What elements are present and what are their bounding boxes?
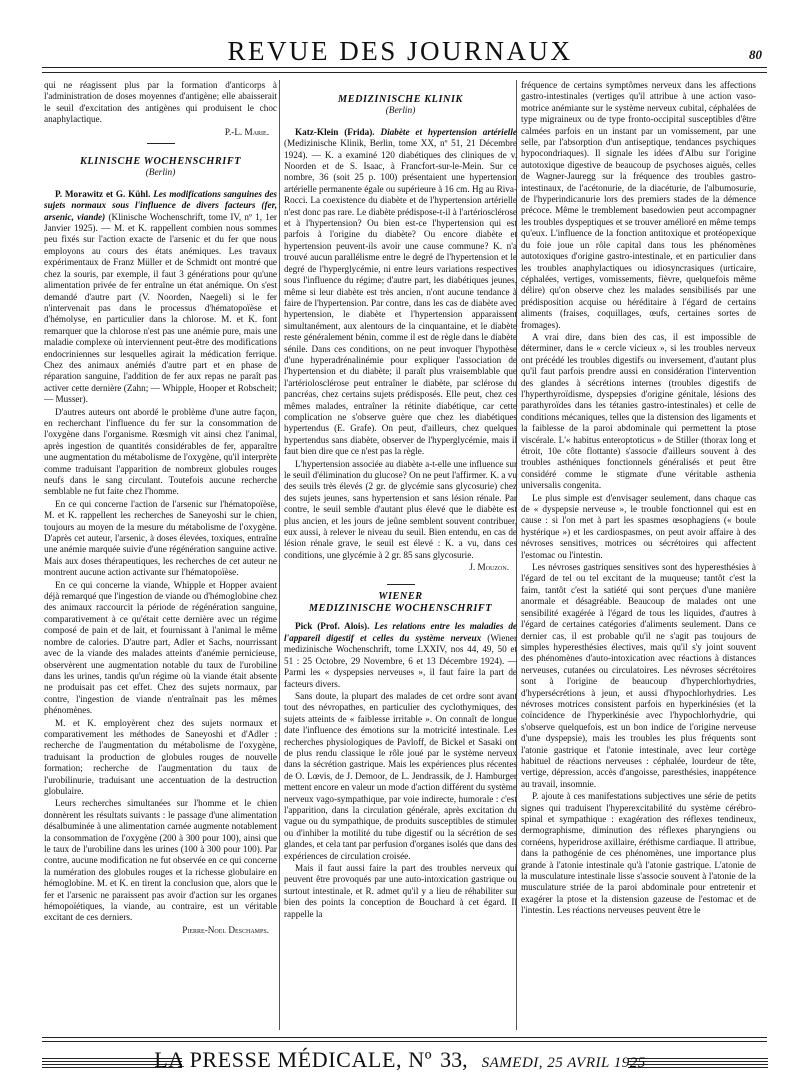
paragraph: Le plus simple est d'envisager seulement, dans chaque cas de « dyspepsie nerveuse », le trouble fonctionnel qui est en cause : si l'on met à part les spasmes œsophagiens (« boule hystérique ») et les cardiospasmes, on peut avoir affaire à des névroses sensitives, motrices ou sécrétoires qui affectent l'estomac ou l'intestin. bbox=[521, 492, 756, 560]
section-title: WIENER bbox=[378, 590, 423, 602]
article-text: (Klinische Wochenschrift, tome IV, nº 1, 1er Janvier 1925). — M. et K. rappellent combien nous sommes peu fixés sur l'action exacte de l'arsenic et du fer que nous employons au cours des états anémiques. Les travaux expérimentaux de Franz Müller et de Schmidt ont montré que chez la souris, par exemple, il faut 3 générations pour qu'une alimentation privée de fer entraîne un état anémique. On s'est demandé d'autre part (V. Noorden, Naegeli) si le fer n'intervenait pas dans le processus d'hématopoïèse et d'hémolyse, en particulier dans la chlorose. M. et K. font remarquer que la chlorose n'est pas une anémie pure, mais une maladie complexe où interviennent peut-être des modifications endocriniennes sur lesquelles agirait la médication ferrique. Chez des animaux anémiés d'autre part et en phase de réparation sanguine, l'addition de fer aux repas ne paraît pas activer cette dernière (Zahn; — Whipple, Hooper et Robscheit; — Musser). bbox=[44, 211, 277, 405]
article-title: Les relations entre les maladies de l'appareil digestif et celles du système nerveux bbox=[284, 621, 517, 643]
signature: Pierre-Noel Deschamps. bbox=[182, 924, 269, 935]
paragraph: D'autres auteurs ont abordé le problème d'une autre façon, en recherchant l'influence du fer sur la consommation de l'oxygène dans l'organisme. Rœsmigh vit ainsi chez l'animal, après ingestion de quantités considérables de fer, apparaître une augmentation du métabolisme de l'oxygène, qu'il interprète comme traduisant l'apparition de nombreux globules rouges neufs dans le sang circulant. Toutefois aucune recherche semblable ne fut faite chez l'homme. bbox=[44, 406, 277, 497]
section-subtitle: (Berlin) bbox=[145, 168, 176, 179]
section-subtitle: (Berlin) bbox=[385, 106, 416, 117]
article-author: Katz-Klein (Frida). bbox=[295, 126, 375, 137]
article-text: (Medizinische Klinik, Berlin, tome XX, nº 51, 21 Décembre 1924). — K. a examiné 120 diabétiques des cliniques de v. Noorden et de S. Isaac, à Francfort-sur-le-Mein. Sur ce nombre, 36 (soit 25 p. 100) présentaient une hypertension artérielle permanente égale ou supérieure à 16 cm. Hg au Riva-Rocci. La coexistence du diabète et de l'hypertension artérielle n'est donc pas rare. Le diabète prédispose-t-il à l'artériosclérose et à l'hypertension? Ou bien est-ce l'hypertension qui est parfois à l'origine du diabète? Ou encore diabète et hypertension peuvent-ils avoir une cause commune? K. n'a trouvé aucun parallélisme entre le degré de l'hypertension et le degré de l'hyperglycémie, ni entre leurs variations respectives sous l'influence du régime; d'autre part, les diabétiques jeunes, même si leur diabète est très ancien, n'ont aucune tendance à faire de l'hypertension. Par contre, dans les cas de diabète avec hypertension, le diabète et l'hypertension apparaissent simultanément, aux alentours de la cinquantaine, et le diabète reste généralement bénin, comme il est de règle dans le diabète sénile. Dans ces conditions, on ne peut invoquer l'hypothèse d'une hyperadrénalinémie pour expliquer l'association de l'hypertension et du diabète; il paraît plus vraisemblable que l'artériolosclérose peut entraîner le diabète, par sclérose du pancréas, chez certains sujets prédisposés. Elle peut, chez ces mêmes malades, entraîner la rétinite diabétique, car cette complication ne s'observe guère que chez les diabétiques hypertendus (E. Grafe). On peut, d'ailleurs, chez quelques hypertendus sans diabète, observer de l'hyperglycémie, mais il faut bien dire que ce n'est pas la règle. bbox=[284, 138, 517, 457]
article-author: P. Morawitz et G. Kühl. bbox=[55, 188, 151, 199]
article-abstract bbox=[44, 189, 277, 406]
article-title: Diabète et hypertension artérielle bbox=[374, 126, 517, 137]
paragraph: fréquence de certains symptômes nerveux dans les affections gastro-intestinales (vertiges qu'il attribue à une action vaso-motrice anémiante sur le système nerveux cubital, céphalées de type migraineux ou de type fronto-occipital susceptibles d'être calmées parfois en un instant par un vomissement, par une selle, par l'absorption d'un antiseptique, tendances psychiques hypocondriaques). Il signale les idées d'Albu sur l'origine autotoxique digestive de beaucoup de psychoses aiguës, celles de Wagner-Jauregg sur la fréquence des troubles gastro-intestinaux, de l'acétonurie, de la diacéturie, de l'albumosurie, de l'hyperindicanurie lors des premiers stades de la démence précoce. Même le tremblement basedowien peut accompagner les troubles dyspeptiques et se trouver amélioré en même temps qu'eux. L'influence de la fonction antitoxique et protéopexique du foie joue un rôle capital dans tous les phénomènes autotoxiques d'origine gastro-intestinale, et en particulier dans les troubles anaphylactiques ou idiosyncrasiques (urticaire, céphalées, vertiges, vomissements, fièvre, quelquefois même délire) qu'on observe chez les malades sensibilisés par une prédisposition acquise ou héréditaire à l'égard de certains aliments (fraises, coquillages, œufs, certaines sortes de fromages). bbox=[521, 80, 756, 330]
column-2 bbox=[284, 80, 517, 1030]
column-3 bbox=[521, 80, 756, 1030]
footer-rule bbox=[42, 1041, 767, 1042]
header-rule bbox=[42, 67, 767, 68]
column-divider bbox=[279, 80, 280, 1030]
section-title: MEDIZINISCHE KLINIK bbox=[338, 94, 463, 105]
paragraph: A vrai dire, dans bien des cas, il est impossible de déterminer, dans le « cercle vicieux », si les troubles nerveux ont précédé les troubles digestifs ou inversement, d'autant plus qu'il faut parfois prendre aussi en considération l'intervention des glandes à sécrétions internes (troubles digestifs de l'hyperthyroïdisme, dyspepsies d'origine génitale, lésions des parathyroïdes dans les tétanies gastro-intestinales) et celle de conditions mécaniques, telles que la distension des ligaments et la faiblesse de la paroi abdominale qui permettent la ptose viscérale. L'« habitus enteroptoticus » de Stiller (thorax long et étroit, 10e côte flottante) s'associe d'ailleurs souvent à des troubles asthéniques fonctionnels généralisés et peut être considéré comme le stigmate d'une véritable asthenia universalis congenita. bbox=[521, 331, 756, 491]
section-divider bbox=[147, 143, 175, 144]
section-title-line-2: MEDIZINISCHE WOCHENSCHRIFT bbox=[308, 603, 493, 615]
page-footer bbox=[0, 1047, 800, 1073]
journal-name: LA PRESSE MÉDICALE, Nº bbox=[154, 1047, 433, 1072]
paragraph: Sans doute, la plupart des malades de cet ordre sont avant tout des névropathes, en particulier des cyclothymiques, des sujets atteints de « faiblesse irritable ». On connaît de longue date l'influence des émotions sur la motricité intestinale. Les recherches physiologiques de Pavloff, de Bickel et Sasaki ont de plus rendu classique le rôle joué par le système nerveux dans la sécrétion gastrique. Mais les expériences plus récentes de O. Lœvis, de J. Demoor, de L. Jendrassik, de J. Hamburger mettent encore en valeur un mode d'action différent du système nerveux vago-sympathique, par voie indirecte, humorale : c'est l'apparition, dans la circulation générale, après excitation du vague ou du sympathique, de produits susceptibles de stimuler ou d'inhiber la motilité du tube digestif ou la sécrétion de ses glandes, et cela tant par perfusion d'organes isolés que dans des expériences de circulation croisée. bbox=[284, 690, 517, 861]
article-abstract bbox=[284, 127, 517, 458]
issue-number: 33, bbox=[440, 1047, 468, 1072]
paragraph: Mais il faut aussi faire la part des troubles nerveux qui peuvent être provoqués par une auto-intoxication gastrique ou surtout intestinale, et R. admet qu'il y a lieu de réhabiliter sur bien des points la conception de Bouchard à cet égard. Il rappelle la bbox=[284, 863, 517, 919]
article-title: Les modifications sanguines des sujets normaux sous l'influence de divers facteurs (fer, arsenic, viande) bbox=[44, 188, 277, 222]
paragraph: Leurs recherches simultanées sur l'homme et le chien donnèrent les résultats suivants : le passage d'une alimentation désalbuminée à une alimentation carnée augmente notablement la consommation de l'oxygène (200 à 300 pour 100), ainsi que le taux de l'urobiline dans les urines (100 à 300 pour 100). Par contre, aucune modification ne fut observée en ce qui concerne la numération des globules rouges et la richesse globulaire en hémoglobine. M. et K. en tirent la conclusion que, alors que le fer et l'arsenic ne paraissent pas avoir d'action sur les organes hémopoïétiques, la viande, au contraire, est un véritable excitant de ces derniers. bbox=[44, 798, 277, 923]
paragraph: P. ajoute à ces manifestations subjectives une série de petits signes qui traduisent l'hyperexcitabilité du système cérébro-spinal et sympathique : exagération des réflexes tendineux, dermographisme, diminution des réflexes pharyngiens ou cornéens, hyperidrose axillaire, éréthisme cardiaque. Il attribue, dans la pathogénie de ces phénomènes, une importance plus grande à l'atonie intestinale qu'à l'atonie gastrique. L'atonie de la musculature intestinale lisse s'associe souvent à l'atonie de la musculature striée de la paroi abdominale pour entretenir et exagérer la ptose et la distension gazeuse de l'estomac et de l'intestin. Les réactions nerveuses peuvent être le bbox=[521, 791, 756, 916]
page-title: REVUE DES JOURNAUX bbox=[227, 36, 573, 66]
header-rule bbox=[42, 72, 767, 73]
page-number: 80 bbox=[749, 47, 762, 62]
column-1 bbox=[44, 80, 277, 1028]
paragraph: En ce qui concerne l'action de l'arsenic sur l'hématopoïèse, M. et K. rappellent les recherches de Saneyoshi sur le chien, toujours au moyen de la mesure du métabolisme de l'oxygène. D'après cet auteur, l'arsenic, à doses élevées, toxiques, entraîne une anémie marquée suivie d'une régénération sanguine active. Mais aux doses thérapeutiques, les recherches de cet auteur ne montrent aucune action activante sur l'hématopoïèse. bbox=[44, 498, 277, 578]
issue-date: SAMEDI, 25 AVRIL 1925 bbox=[481, 1055, 646, 1071]
signature: P.-L. Marie. bbox=[224, 126, 269, 137]
footer-rule bbox=[42, 1037, 767, 1038]
article-author: Pick (Prof. Alois). bbox=[295, 621, 370, 632]
article-text: (Wiener medizinische Wochenschrift, tome LXXIV, nos 44, 49, 50 et 51 : 25 Octobre, 29 Novembre, 6 et 13 Décembre 1924). — Parmi les « dyspepsies nerveuses », il faut faire la part de facteurs divers. bbox=[284, 632, 517, 689]
paragraph: Les névroses gastriques sensitives sont des hyperesthésies à l'égard de tel ou tel excitant de la muqueuse; tantôt c'est la faim, tantôt c'est la satiété qui sont perçues d'une manière anormale et désagréable. Beaucoup de malades ont une sensibilité exagérée à l'égard de tous les liquides, d'autres à l'égard de certaines catégories d'aliments seulement. Dans ce dernier cas, il est probable qu'il ne s'agit pas toujours de simples hyperesthésies électives, mais qu'il s'y joint souvent des phénomènes d'auto-intoxication avec réactions à distances nerveuses, cutanées ou circulatoires. Les névroses sécrétoires sont à l'origine de beaucoup d'hyperchlorhydries, d'hypersécrétions à jeun, et aussi d'hypochlorhydries. Les névroses motrices consistent parfois en hyperkinésies (et la coïncidence de l'hyperkinésie avec l'hypochlorhydrie, qui s'observe quelquefois, est un bon indice de l'origine nerveuse d'une dyspepsie), mais les troubles les plus fréquents sont l'atonie gastrique et l'atonie intestinale, avec leur cortège habituel de réactions nerveuses : céphalée, lourdeur de tête, vertige, dépression, accès d'angoisse, paresthésies, inappétence au travail, insomnie. bbox=[521, 562, 756, 789]
section-divider bbox=[387, 584, 415, 585]
paragraph: M. et K. employèrent chez des sujets normaux et comparativement les méthodes de Saneyoshi et d'Adler : recherche de l'augmentation du métabolisme de l'oxygène, traduisant la production de globules rouges de nouvelle formation; recherche de l'augmentation du taux de l'urobilinurie, traduisant une accentuation de la destruction globulaire. bbox=[44, 717, 277, 796]
article-abstract bbox=[284, 621, 517, 689]
signature: J. Mouzon. bbox=[469, 562, 509, 573]
paragraph: L'hypertension associée au diabète a-t-elle une influence sur le seuil d'élimination du glucose? On ne peut l'affirmer. K. a vu des seuils très élevés (2 gr. de glycémie sans glycosurie) chez des sujets jeunes, sans hypertension et sans lésion rénale. Par contre, le seuil semble d'autant plus élevé que le diabète est plus ancien, et les jours de jeûne semblent souvent contribuer, eux aussi, à relever le niveau du seuil. Bien entendu, en cas de lésion rénale grave, le seuil est élevé : K. a vu, dans ces conditions, une glycémie à 2 gr. 85 sans glycosurie. bbox=[284, 458, 517, 560]
section-title: KLINISCHE WOCHENSCHRIFT bbox=[79, 156, 242, 168]
paragraph: En ce qui concerne la viande, Whipple et Hopper avaient déjà remarqué que l'ingestion de viande ou d'hémoglobine chez des animaux raccourcit la période de régénération sanguine, comparativement à ce qu'était cette dernière avec un régime composé de pain et de lait, et fournissant à l'animal le même nombre de calories. D'autre part, Adler et Sachs, nourrissant avec de la viande des malades atteints d'anémie pernicieuse, observèrent une augmentation notable du taux de l'urobiline dans les urines, tandis qu'un régime où la viande était absente ne produisait pas cet effet. Chez des sujets normaux, par contre, l'ingestion de viande n'entraînait pas les mêmes phénomènes. bbox=[44, 579, 277, 716]
paragraph: qui ne réagissent plus par la formation d'anticorps à l'administration de doses moyennes d'antigène; elle abaisserait le seuil d'excitation des antigènes qui produisent le choc anaphylactique. bbox=[44, 80, 277, 125]
